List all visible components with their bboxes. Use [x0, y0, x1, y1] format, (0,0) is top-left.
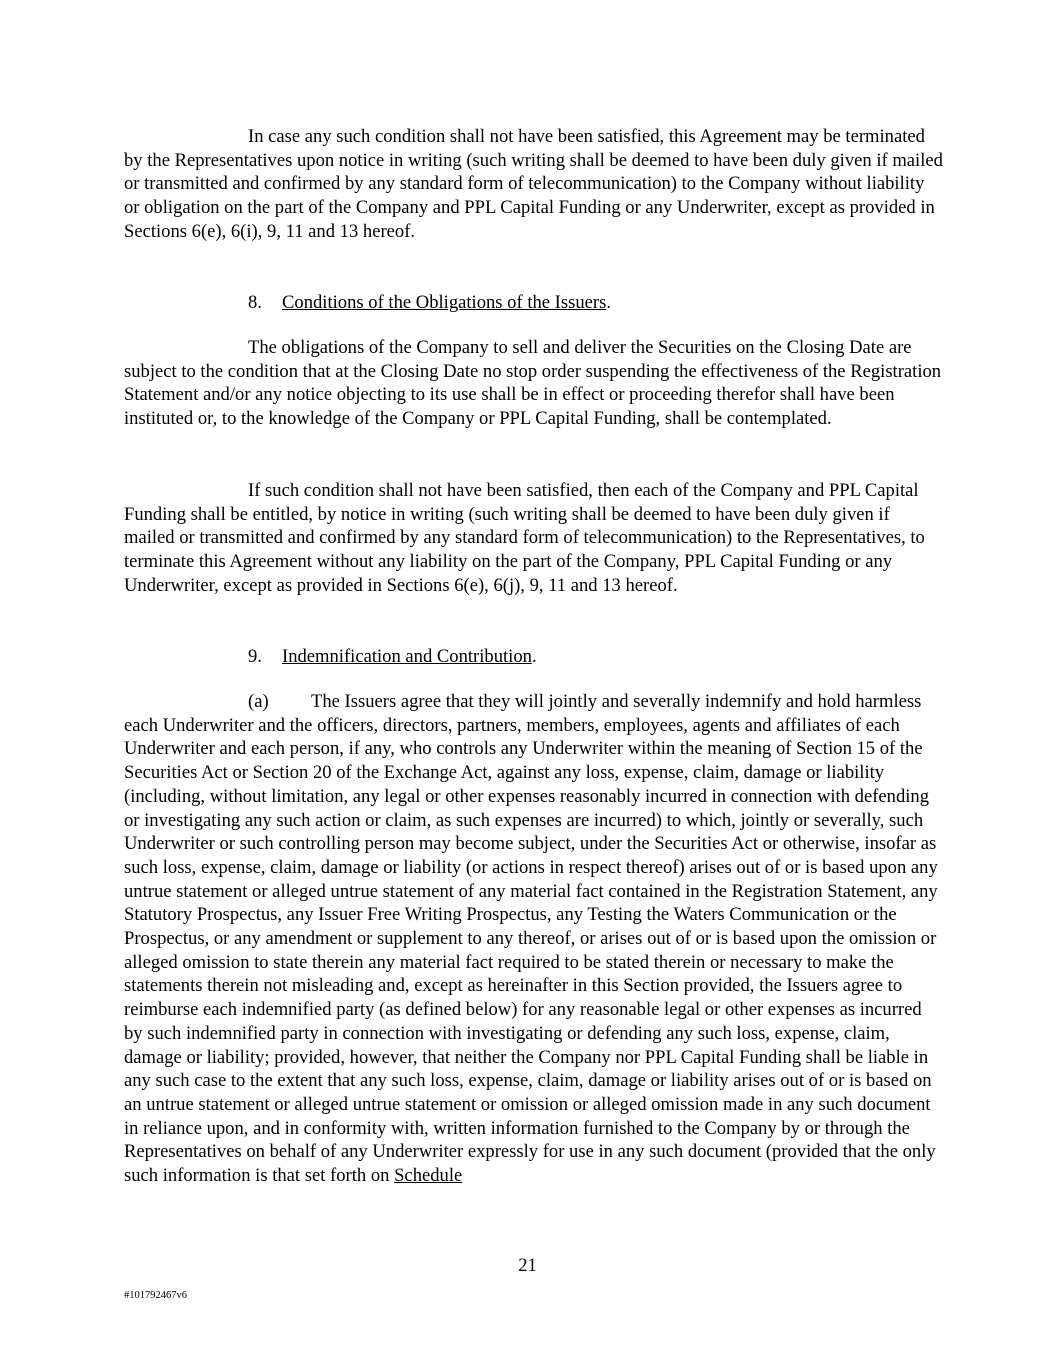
section-8-heading — [248, 291, 611, 315]
paragraph-text: The Issuers agree that they will jointly and severally indemnify and hold harmless each Underwriter and the officers, directors, partners, members, employees, agents and affiliates of each Underwriter and each person, if any, who controls any Underwriter within the meaning of Section 15 of the Securities Act or Section 20 of the Exchange Act, against any loss, expense, claim, damage or liability (including, without limitation, any legal or other expenses reasonably incurred in connection with defending or investigating any such action or claim, as such expenses are incurred) to which, jointly or severally, such Underwriter or such controlling person may become subject, under the Securities Act or otherwise, insofar as such loss, expense, claim, damage or liability (or actions in respect thereof) arises out of or is based upon any untrue statement or alleged untrue statement of any material fact contained in the Registration Statement, any Statutory Prospectus, any Issuer Free Writing Prospectus, any Testing the Waters Communication or the Prospectus, or any amendment or supplement to any thereof, or arises out of or is based upon the omission or alleged omission to state therein any material fact required to be stated therein or necessary to make the statements therein not misleading and, except as hereinafter in this Section provided, the Issuers agree to reimburse each indemnified party (as defined below) for any reasonable legal or other expenses as incurred by such indemnified party in connection with investigating or defending any such loss, expense, claim, damage or liability; provided, however, that neither the Company nor PPL Capital Funding shall be liable in any such case to the extent that any such loss, expense, claim, damage or liability arises out of or is based on an untrue statement or alleged untrue statement or omission or alleged omission made in any such document in reliance upon, and in conformity with, written information furnished to the Company by or through the Representatives on behalf of any Underwriter expressly for use in any such document (provided that the only such information is that set forth on — [124, 691, 938, 1187]
clause-label: (a) — [248, 691, 269, 712]
section-number: 9. — [248, 646, 262, 667]
schedule-reference: Schedule — [394, 1165, 463, 1187]
section-title-period: . — [531, 646, 537, 667]
paragraph-text: The obligations of the Company to sell and deliver the Securities on the Closing Date are subject to the condition that at the Closing Date no stop order suspending the effectiveness of the Registration Statement and/or any notice objecting to its use shall be in effect or proceeding therefor shall have been instituted or, to the knowledge of the Company or PPL Capital Funding, shall be contemplated. — [124, 337, 942, 430]
paragraph-text: In case any such condition shall not have been satisfied, this Agreement may be terminated by the Representatives upon notice in writing (such writing shall be deemed to have been duly given if mailed or transmitted and confirmed by any standard form of telecommunication) to the Company without liability or obligation on the part of the Company and PPL Capital Funding or any Underwriter, except as provided in Sections 6(e), 6(i), 9, 11 and 13 hereof. — [124, 126, 943, 242]
section-9-heading — [248, 645, 537, 669]
page-number: 21 — [518, 1255, 537, 1276]
section-title-period: . — [606, 292, 611, 313]
paragraph-text: If such condition shall not have been satisfied, then each of the Company and PPL Capital Funding shall be entitled, by notice in writing (such writing shall be deemed to have been duly given if mailed or transmitted and confirmed by any standard form of telecommunication) to the Representatives, to terminate this Agreement without any liability on the part of the Company, PPL Capital Funding or any Underwriter, except as provided in Sections 6(e), 6(j), 9, 11 and 13 hereof. — [124, 480, 925, 596]
document-id: #101792467v6 — [124, 1290, 187, 1301]
paragraph-obligations-of-company — [124, 336, 944, 431]
section-title: Indemnification and Contribution — [282, 646, 532, 667]
paragraph-termination-by-representatives — [124, 125, 944, 244]
paragraph-9a-indemnification — [124, 690, 944, 1188]
section-title: Conditions of the Obligations of the Issuers — [282, 292, 607, 313]
paragraph-condition-not-satisfied — [124, 479, 944, 598]
section-number: 8. — [248, 292, 262, 313]
